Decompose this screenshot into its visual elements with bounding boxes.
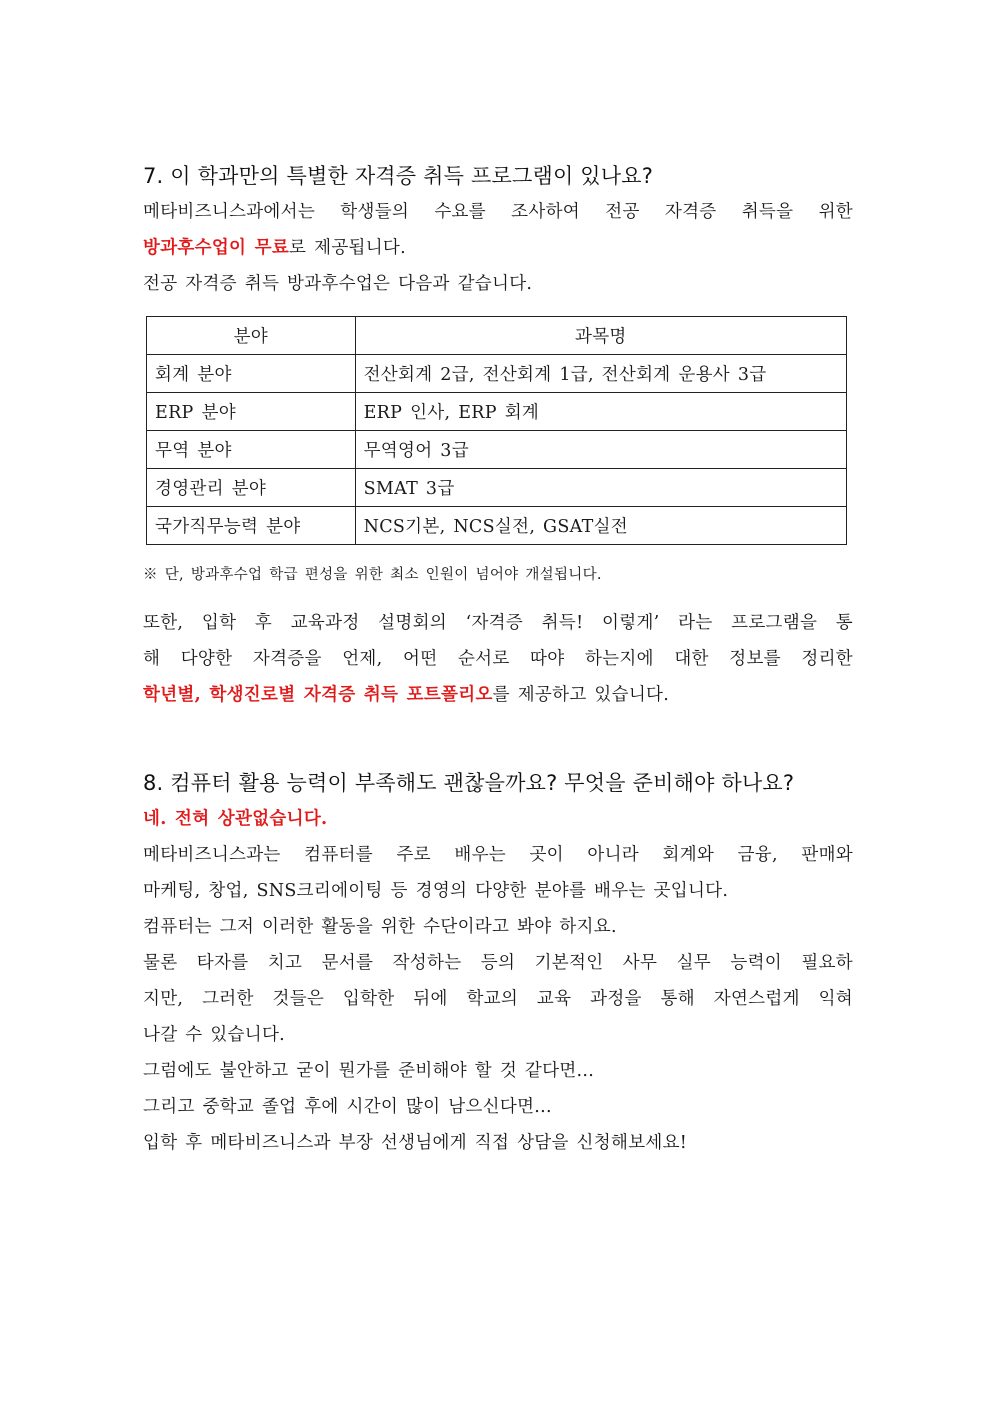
table-row (147, 469, 847, 507)
section-8-heading: 8. 컴퓨터 활용 능력이 부족해도 괜찮을까요? 무엇을 준비해야 하나요? (143, 771, 795, 795)
section-8-paragraph-5: 그리고 중학교 졸업 후에 시간이 많이 남으신다면... (143, 1097, 552, 1117)
table-row (147, 393, 847, 431)
document-page (143, 158, 853, 1161)
table-cell-field: 국가직무능력 분야 (147, 507, 356, 545)
table-cell-subject: 전산회계 2급, 전산회계 1급, 전산회계 운용사 3급 (355, 355, 846, 393)
certification-table (146, 316, 847, 545)
section-8-paragraph-3-line-2 (143, 981, 853, 1017)
section-8-paragraph-4: 그럼에도 불안하고 굳이 뭔가를 준비해야 할 것 같다면... (143, 1061, 595, 1081)
spacer (143, 713, 853, 765)
section-8-paragraph-3-line-3: 나갈 수 있습니다. (143, 1025, 286, 1045)
section-8-answer: 네. 전혀 상관없습니다. (143, 809, 328, 829)
portfolio-highlight: 학년별, 학생진로별 자격증 취득 포트폴리오 (143, 685, 493, 705)
table-header-subject: 과목명 (355, 317, 846, 355)
table-cell-subject: 무역영어 3급 (355, 431, 846, 469)
spacer (143, 585, 853, 605)
section-7-paragraph-3-line-1 (143, 605, 853, 641)
table-cell-field: 회계 분야 (147, 355, 356, 393)
table-row (147, 431, 847, 469)
section-7-paragraph-1-line-2 (143, 230, 853, 266)
table-row (147, 355, 847, 393)
section-7-paragraph-3-line-2-text: 해 다양한 자격증을 언제, 어떤 순서로 따야 하는지에 대한 정보를 정리한 (143, 649, 853, 669)
section-8-paragraph-6: 입학 후 메타비즈니스과 부장 선생님에게 직접 상담을 신청해보세요! (143, 1133, 688, 1153)
table-cell-field: ERP 분야 (147, 393, 356, 431)
section-8-paragraph-1-line-2: 마케팅, 창업, SNS크리에이팅 등 경영의 다양한 분야를 배우는 곳입니다. (143, 881, 729, 901)
section-7-paragraph-3-line-3 (143, 677, 853, 713)
section-7-paragraph-1-line-1-text: 메타비즈니스과에서는 학생들의 수요를 조사하여 전공 자격증 취득을 위한 (143, 202, 853, 222)
section-7-paragraph-1-line-1 (143, 194, 853, 230)
section-7-note: ※ 단, 방과후수업 학급 편성을 위한 최소 인원이 넘어야 개설됩니다. (143, 567, 602, 583)
section-8-paragraph-1-line-1 (143, 837, 853, 873)
section-7-paragraph-1-rest: 로 제공됩니다. (289, 238, 407, 258)
section-8-paragraph-3-line-1-text: 물론 타자를 치고 문서를 작성하는 등의 기본적인 사무 실무 능력이 필요하 (143, 953, 853, 973)
section-7-heading: 7. 이 학과만의 특별한 자격증 취득 프로그램이 있나요? (143, 164, 654, 188)
table-header-row (147, 317, 847, 355)
table-cell-subject: SMAT 3급 (355, 469, 846, 507)
table-row (147, 507, 847, 545)
table-cell-subject: ERP 인사, ERP 회계 (355, 393, 846, 431)
table-cell-field: 무역 분야 (147, 431, 356, 469)
table-cell-field: 경영관리 분야 (147, 469, 356, 507)
table-cell-subject: NCS기본, NCS실전, GSAT실전 (355, 507, 846, 545)
section-8-paragraph-1-line-1-text: 메타비즈니스과는 컴퓨터를 주로 배우는 곳이 아니라 회계와 금융, 판매와 (143, 845, 853, 865)
table-header-field: 분야 (147, 317, 356, 355)
section-8-paragraph-3-line-2-text: 지만, 그러한 것들은 입학한 뒤에 학교의 교육 과정을 통해 자연스럽게 익혀 (143, 989, 853, 1009)
section-7-paragraph-3-line-2 (143, 641, 853, 677)
section-8-paragraph-2: 컴퓨터는 그저 이러한 활동을 위한 수단이라고 봐야 하지요. (143, 917, 617, 937)
section-7-paragraph-3-rest: 를 제공하고 있습니다. (492, 685, 670, 705)
section-7-paragraph-3-line-1-text: 또한, 입학 후 교육과정 설명회의 ‘자격증 취득! 이렇게’ 라는 프로그램을 통 (143, 613, 853, 633)
section-7-paragraph-2: 전공 자격증 취득 방과후수업은 다음과 같습니다. (143, 274, 533, 294)
free-afterschool-highlight: 방과후수업이 무료 (143, 238, 290, 258)
section-8-paragraph-3-line-1 (143, 945, 853, 981)
